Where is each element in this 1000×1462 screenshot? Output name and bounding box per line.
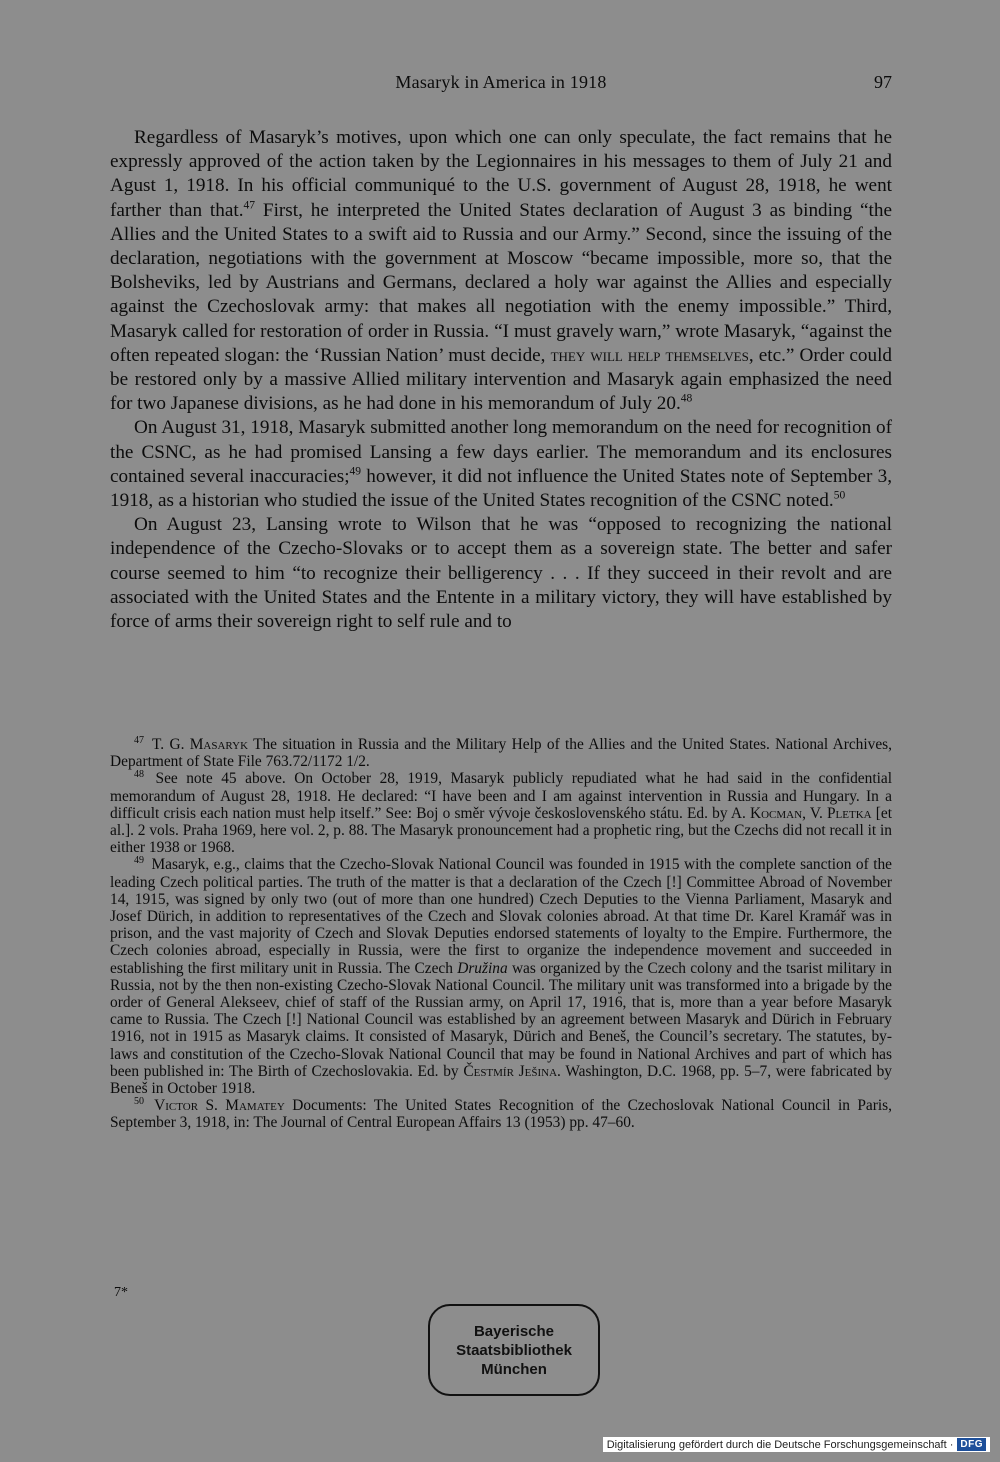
- footnote-text: [et al.]. 2 vols. Praha 1969, here vol. 2, p. 88. The Masaryk pronouncement had a prophetic ring, but the Czechs did not recall it in either 1938 or 1968.: [110, 804, 892, 857]
- page-header: [110, 72, 892, 102]
- footnote-ref-48: 48: [680, 392, 693, 405]
- footnote-47: [110, 736, 892, 770]
- footnote-author: Masaryk: [189, 736, 249, 753]
- main-text: [110, 126, 892, 634]
- footnote-ref-50: 50: [833, 489, 846, 502]
- footnote-text: See note 45 above. On October 28, 1919, Masaryk publicly repudiated what he had said in the confidential memorandum of August 28, 1918. He declared: “I have been and I am against intervention in Russia and Hungary. In a difficult crisis each nation must help itself.” See: Boj o směr vývoje československého státu. Ed. by A.: [110, 770, 892, 822]
- paragraph-1-text-c: , etc.” Order could be restored only by a massive Allied military intervention and Masaryk again emphasized the need for two Japanese divisions, as he had done in his memorandum of July 20.: [110, 344, 892, 415]
- paragraph-1: [110, 126, 892, 416]
- paragraph-2: [110, 416, 892, 513]
- stamp-line-3: München: [481, 1360, 547, 1378]
- stamp-line-2: Staatsbibliothek: [456, 1341, 572, 1359]
- paragraph-3: On August 23, Lansing wrote to Wilson that he was “opposed to recognizing the national independence of the Czecho-Slovaks or to accept them as a sovereign state. The better and safer course seemed to him “to recognize their belligerency . . . If they succeed in their revolt and are associated with the United States and the Entente in a military victory, they will have established by force of arms their sovereign right to self rule and to: [110, 514, 892, 633]
- dfg-credit: [603, 1437, 990, 1452]
- running-head: Masaryk in America in 1918: [395, 72, 607, 92]
- footnote-text: Masaryk, e.g., claims that the Czecho-Slovak National Council was founded in 1915 with the complete sanction of the leading Czech political parties. The truth of the matter is that a declaration of the Czech [!] Committee Abroad of November 14, 1915, was signed by only two (out of more than one hundred) Czech Deputies to the Vienna Parliament, Masaryk and Josef Dürich, in addition to representatives of the Czech and Slovak colonies abroad. At that time Dr. Karel Kramář was in prison, and the vast majority of Czech and Slovak Deputies endorsed statements of loyalty to the Empire. Furthermore, the Czech colonies abroad, especially in Russia, were the first to organize the independence movement and succeeded in establishing the first military unit in Russia. The Czech: [110, 856, 892, 977]
- footnote-text: was organized by the Czech colony and the tsarist military in Russia, not by the then non-existing Czecho-Slovak National Council. The military unit was transformed into a brigade by the order of General Alekseev, chief of staff of the Russian army, on April 17, 1916, that is, more than a year before Masaryk came to Russia. The Czech [!] National Council was established by an agreement between Masaryk and Dürich in February 1916, not in 1915 as Masaryk claims. It consisted of Masaryk, Dürich and Beneš, the Council’s secretary. The statutes, by-laws and constitution of the Czecho-Slovak National Council that may be found in National Archives and part of which has been published in: The Birth of Czechoslovakia. Ed. by: [110, 959, 892, 1080]
- footnote-text: . Washington, D.C. 1968, pp. 5–7, were fabricated by Beneš in October 1918.: [110, 1062, 893, 1098]
- footnote-50: [110, 1097, 892, 1131]
- paragraph-1-text-a: Regardless of Masaryk’s motives, upon which one can only speculate, the fact remains that he expressly approved of the action taken by the Legionnaires in his messages to them of July 21 and Agust 1, 1918. In his official communiqué to the U.S. government of August 28, 1918, he went farther than that.: [110, 127, 892, 221]
- dfg-credit-text: Digitalisierung gefördert durch die Deutsche Forschungsgemeinschaft ·: [606, 1438, 954, 1451]
- paragraph-1-text-b: First, he interpreted the United States declaration of August 3 as binding “the Allies and the United States to a swift aid to Russia and our Army.” Second, since the issuing of the declaration, negotiations with the government at Moscow “became impossible, more so, that the Bolsheviks, led by Austrians and Germans, declared a holy war against the Allies and especially against the Czechoslovak army: that makes all negotiation with the enemy impossible.” Third, Masaryk called for restoration of order in Russia. “I must gravely warn,” wrote Masaryk, “against the often repeated slogan: the ‘Russian Nation’ must decide,: [110, 199, 893, 366]
- footnote-ref-47: 47: [243, 199, 256, 212]
- paragraph-2-text-b: however, it did not influence the United States note of September 3, 1918, as a historian who studied the issue of the United States recognition of the CSNC noted.: [110, 465, 892, 512]
- footnote-number: 48: [134, 769, 144, 781]
- footnote-editor: Kocman: [750, 804, 803, 822]
- library-stamp: [428, 1304, 600, 1396]
- signature-mark: 7*: [114, 1285, 128, 1300]
- footnote-text: Documents: The United States Recognition of the Czechoslovak National Council in Paris, September 3, 1918, in: The Journal of Central European Affairs 13 (1953) pp. 47–60.: [110, 1097, 892, 1132]
- footnote-text: The situation in Russia and the Military Help of the Allies and the United States. National Archives, Department of State File 763.72/1172 1/2.: [110, 736, 892, 771]
- footnote-49: [110, 856, 892, 1097]
- small-caps-phrase: they will help themselves: [550, 344, 749, 366]
- footnote-text: , V.: [802, 804, 827, 822]
- footnote-number: 49: [134, 855, 144, 867]
- footnote-author: Victor S. Mamatey: [147, 1097, 285, 1115]
- footnotes: [110, 736, 892, 1132]
- stamp-line-1: Bayerische: [473, 1322, 555, 1340]
- footnote-editor: Čestmír Ješina: [463, 1062, 558, 1080]
- footnote-italic-term: Družina: [457, 959, 508, 977]
- footnote-editor: Pletka: [826, 804, 872, 822]
- page-number: 97: [874, 72, 892, 92]
- footnote-ref-49: 49: [349, 465, 362, 478]
- footnote-number: 47: [134, 734, 144, 746]
- footnote-text: T. G.: [147, 736, 190, 753]
- footnote-48: [110, 770, 892, 856]
- paragraph-2-text-a: On August 31, 1918, Masaryk submitted another long memorandum on the need for recognition of the CSNC, as he had promised Lansing a few days earlier. The memorandum and its enclosures contained several inaccuracies;: [110, 417, 892, 487]
- footnote-number: 50: [134, 1096, 144, 1108]
- dfg-logo-icon: DFG: [957, 1438, 986, 1451]
